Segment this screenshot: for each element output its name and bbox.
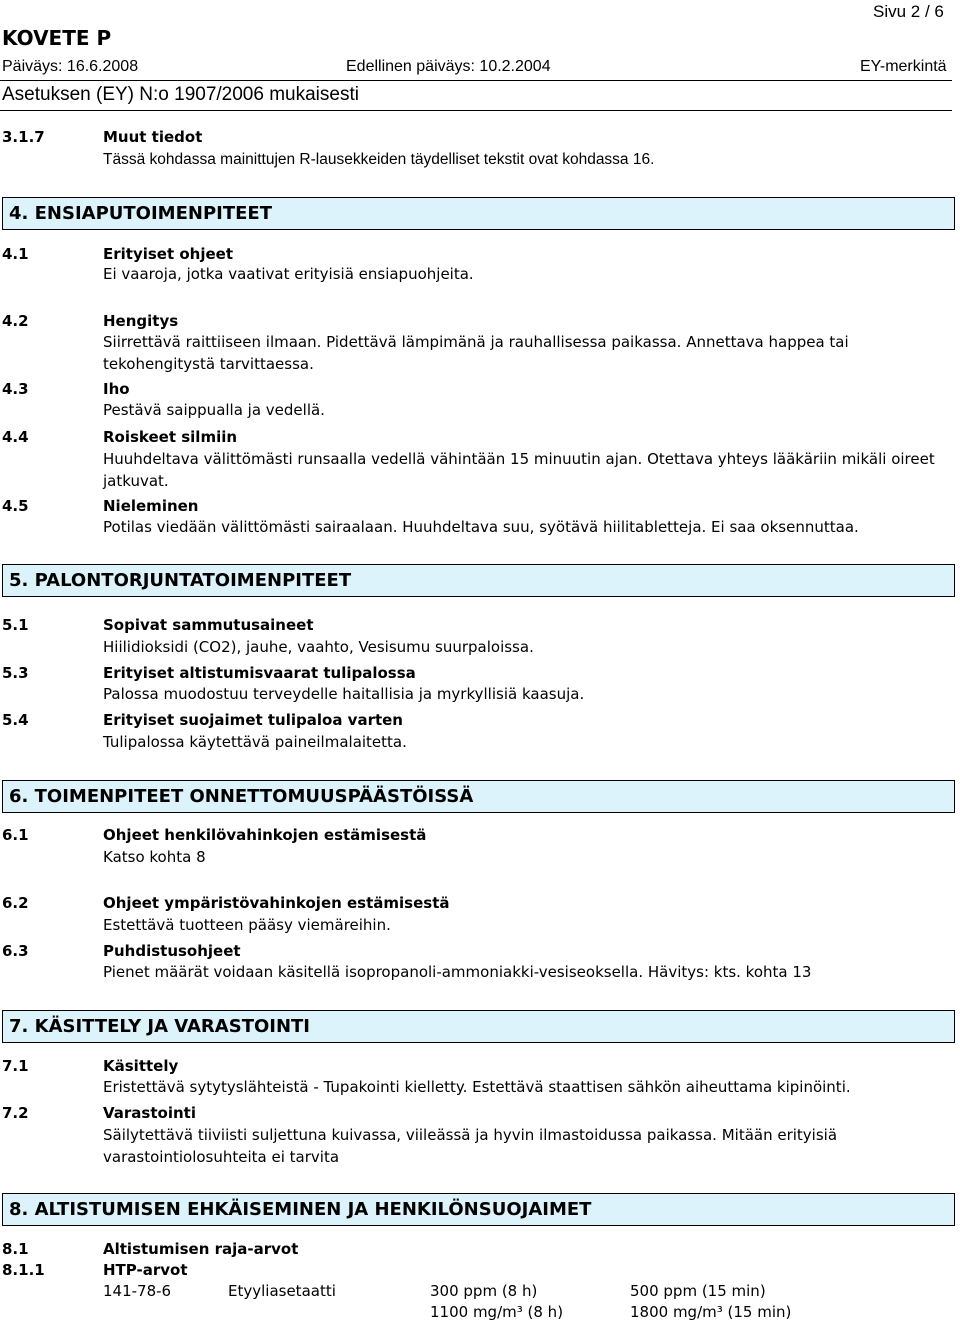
- section-heading: Sopivat sammutusaineet: [103, 616, 314, 634]
- page-number: Sivu 2 / 6: [873, 2, 944, 21]
- section-heading: Ohjeet ympäristövahinkojen estämisestä: [103, 894, 450, 912]
- regulation: Asetuksen (EY) N:o 1907/2006 mukaisesti: [2, 84, 359, 105]
- htp-15min-mgm3: 1800 mg/m³ (15 min): [630, 1303, 792, 1321]
- section-number: 4.1: [2, 245, 29, 263]
- section-4-title: 4. ENSIAPUTOIMENPITEET: [2, 197, 955, 230]
- section-text: Hiilidioksidi (CO2), jauhe, vaahto, Vesisumu suurpaloissa.: [103, 638, 534, 656]
- section-text: Potilas viedään välittömästi sairaalaan. Huuhdeltava suu, syötävä hiilitabletteja. Ei saa oksennuttaa.: [103, 518, 859, 536]
- section-heading: Iho: [103, 380, 130, 398]
- section-number: 8.1.1: [2, 1261, 45, 1279]
- cas-number: 141-78-6: [103, 1282, 172, 1300]
- marking: EY-merkintä: [860, 58, 947, 75]
- section-number: 7.2: [2, 1104, 29, 1122]
- section-number: 4.4: [2, 428, 29, 446]
- section-number: 6.2: [2, 894, 29, 912]
- section-heading: Nieleminen: [103, 497, 199, 515]
- section-number: 5.3: [2, 664, 29, 682]
- section-heading: Roiskeet silmiin: [103, 428, 238, 446]
- section-heading: Käsittely: [103, 1057, 179, 1075]
- section-heading: Erityiset suojaimet tulipaloa varten: [103, 711, 403, 729]
- section-5-title: 5. PALONTORJUNTATOIMENPITEET: [2, 564, 955, 597]
- section-number: 4.3: [2, 380, 29, 398]
- section-text: Säilytettävä tiiviisti suljettuna kuivassa, viileässä ja hyvin ilmastoidussa paikassa. Mitään erityisiä varastointiolosuhteita ei tarvita: [103, 1126, 838, 1166]
- section-heading: Ohjeet henkilövahinkojen estämisestä: [103, 826, 427, 844]
- section-text: Katso kohta 8: [103, 848, 206, 866]
- section-text: Pienet määrät voidaan käsitellä isopropanoli-ammoniakki-vesiseoksella. Hävitys: kts. kohta 13: [103, 963, 812, 981]
- htp-15min-ppm: 500 ppm (15 min): [630, 1282, 766, 1300]
- section-text: Huuhdeltava välittömästi runsaalla vedellä vähintään 15 minuutin ajan. Otettava yhteys lääkäriin mikäli oireet jatkuvat.: [103, 450, 935, 490]
- section-text: Tässä kohdassa mainittujen R-lausekkeiden täydelliset tekstit ovat kohdassa 16.: [103, 151, 655, 168]
- section-number: 5.1: [2, 616, 29, 634]
- section-text: Estettävä tuotteen pääsy viemäreihin.: [103, 916, 391, 934]
- section-number: 3.1.7: [2, 128, 45, 146]
- section-text: Pestävä saippualla ja vedellä.: [103, 401, 325, 419]
- section-heading: Varastointi: [103, 1104, 196, 1122]
- htp-8h-ppm: 300 ppm (8 h): [430, 1282, 538, 1300]
- section-number: 6.3: [2, 942, 29, 960]
- previous-date: Edellinen päiväys: 10.2.2004: [346, 58, 551, 75]
- section-number: 4.2: [2, 312, 29, 330]
- section-heading: Altistumisen raja-arvot: [103, 1240, 299, 1258]
- section-7-title: 7. KÄSITTELY JA VARASTOINTI: [2, 1010, 955, 1043]
- date: Päiväys: 16.6.2008: [2, 58, 139, 75]
- section-number: 8.1: [2, 1240, 29, 1258]
- company-name: KOVETE P: [2, 26, 112, 50]
- section-text: Ei vaaroja, jotka vaativat erityisiä ensiapuohjeita.: [103, 265, 474, 283]
- section-8-title: 8. ALTISTUMISEN EHKÄISEMINEN JA HENKILÖNSUOJAIMET: [2, 1193, 955, 1226]
- header-divider-top: [0, 80, 952, 81]
- header-divider-bottom: [0, 110, 952, 111]
- section-heading: Hengitys: [103, 312, 179, 330]
- section-6-title: 6. TOIMENPITEET ONNETTOMUUSPÄÄSTÖISSÄ: [2, 780, 955, 813]
- section-number: 5.4: [2, 711, 29, 729]
- section-heading: Erityiset altistumisvaarat tulipalossa: [103, 664, 416, 682]
- section-text: Palossa muodostuu terveydelle haitallisia ja myrkyllisiä kaasuja.: [103, 685, 585, 703]
- section-number: 6.1: [2, 826, 29, 844]
- section-heading: HTP-arvot: [103, 1261, 188, 1279]
- section-number: 4.5: [2, 497, 29, 515]
- section-text: Eristettävä sytytyslähteistä - Tupakointi kielletty. Estettävä staattisen sähkön aiheuttama kipinöinti.: [103, 1078, 851, 1096]
- section-text: Tulipalossa käytettävä paineilmalaitetta.: [103, 733, 407, 751]
- section-heading: Muut tiedot: [103, 128, 203, 146]
- section-number: 7.1: [2, 1057, 29, 1075]
- section-text: Siirrettävä raittiiseen ilmaan. Pidettävä lämpimänä ja rauhallisessa paikassa. Annettava happea tai tekohengitystä tarvittaessa.: [103, 333, 849, 373]
- htp-8h-mgm3: 1100 mg/m³ (8 h): [430, 1303, 564, 1321]
- substance-name: Etyyliasetaatti: [228, 1282, 336, 1300]
- section-heading: Erityiset ohjeet: [103, 245, 234, 263]
- section-heading: Puhdistusohjeet: [103, 942, 241, 960]
